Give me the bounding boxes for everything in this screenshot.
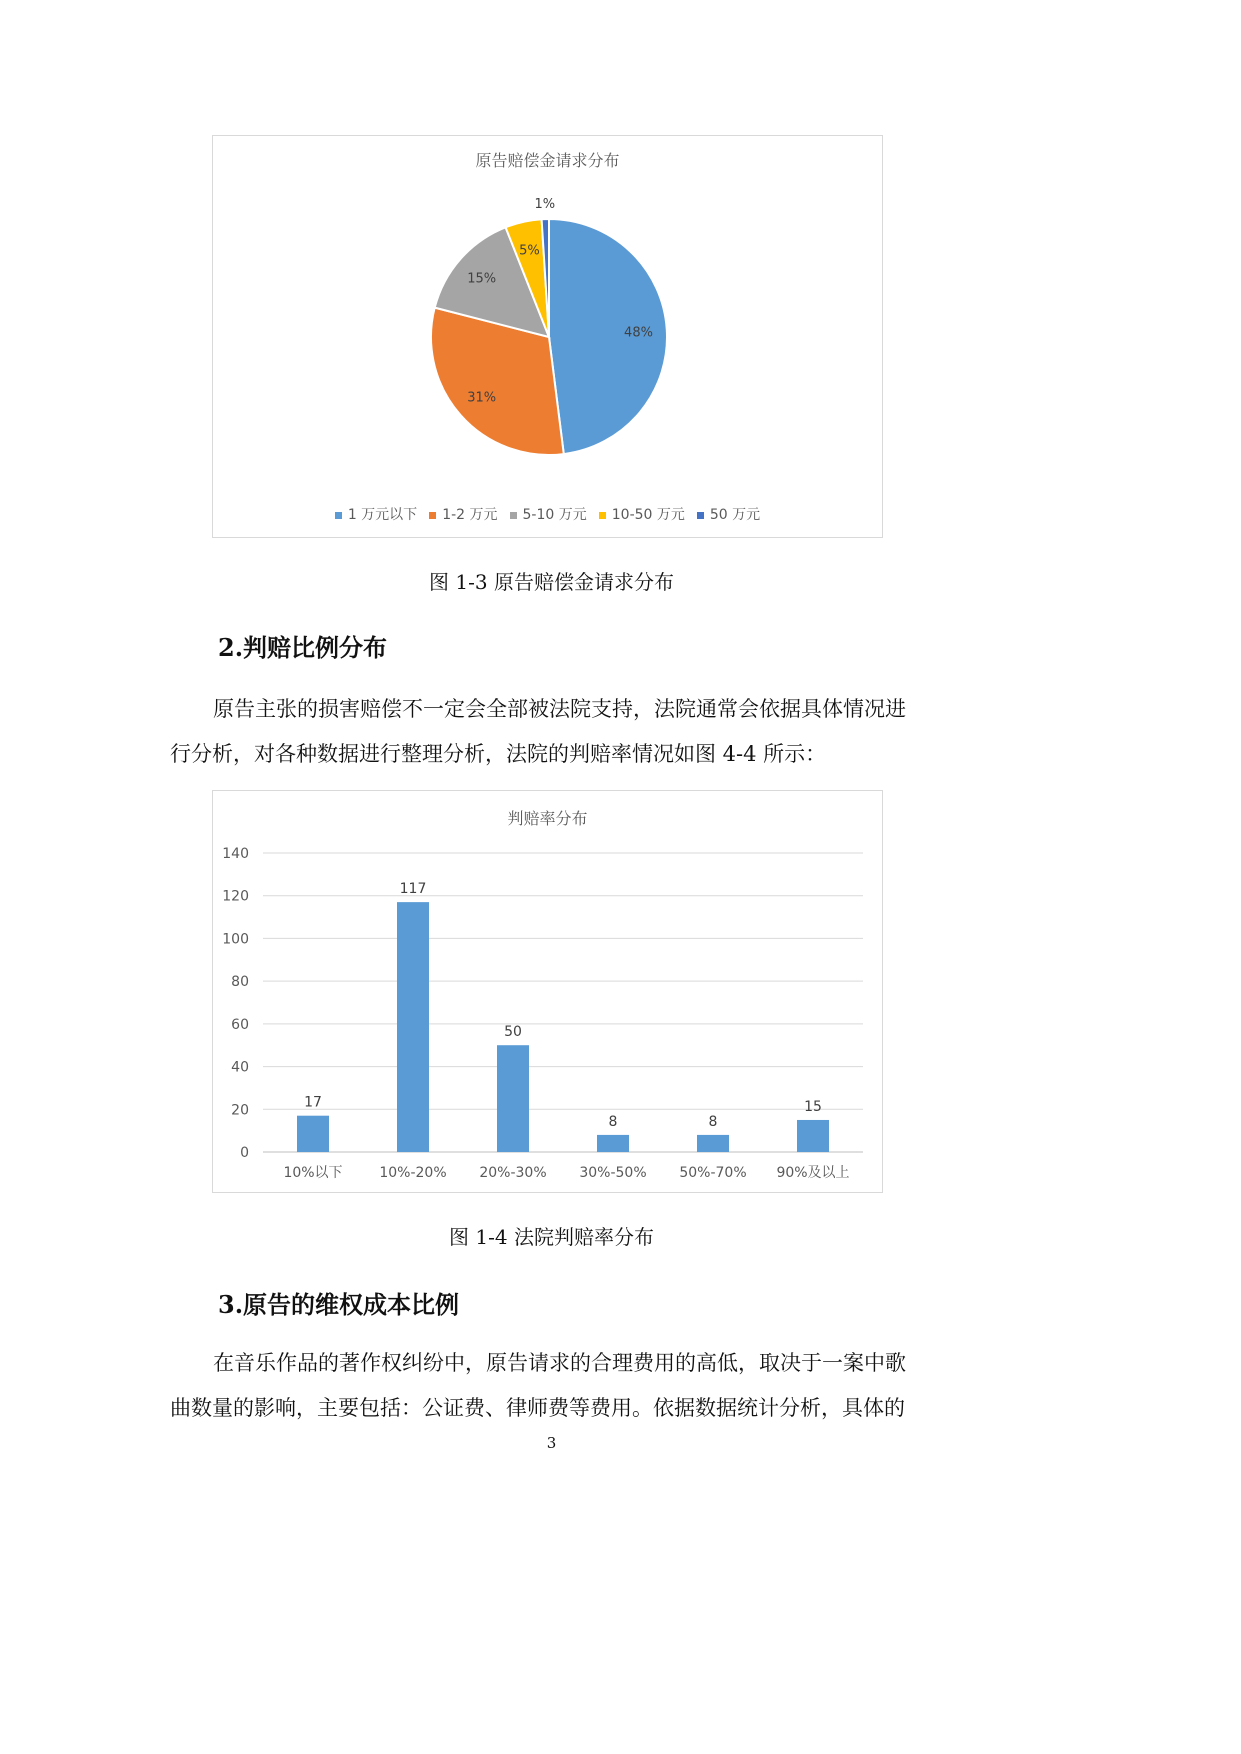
- bar: [397, 902, 429, 1152]
- y-tick-label: 20: [231, 1102, 249, 1119]
- paragraph-line: 在音乐作品的著作权纠纷中，原告请求的合理费用的高低，取决于一案中歌: [213, 1351, 906, 1375]
- pie-data-label: 48%: [624, 325, 653, 341]
- section-heading-3: 3.原告的维权成本比例: [218, 1290, 460, 1319]
- x-tick-label: 20%-30%: [479, 1165, 547, 1181]
- legend-item: [429, 504, 497, 524]
- legend-swatch: [335, 512, 342, 519]
- bar: [597, 1135, 629, 1152]
- bar-chart-title: 判赔率分布: [507, 809, 588, 828]
- legend-label: 5-10 万元: [522, 507, 587, 523]
- pie-data-label: 1%: [534, 197, 556, 213]
- y-tick-label: 40: [231, 1059, 249, 1076]
- pie-chart-container: [212, 135, 883, 538]
- bar: [697, 1135, 729, 1152]
- x-tick-label: 10%-20%: [379, 1165, 447, 1181]
- bar-chart-container: [212, 790, 883, 1193]
- paragraph-line: 曲数量的影响，主要包括：公证费、律师费等费用。依据数据统计分析，具体的: [170, 1396, 905, 1420]
- bar-data-label: 50: [504, 1024, 522, 1041]
- y-tick-label: 0: [240, 1145, 249, 1161]
- legend-label: 1-2 万元: [442, 507, 498, 523]
- bar: [797, 1120, 829, 1152]
- pie-data-label: 15%: [467, 271, 497, 287]
- bar-data-label: 8: [708, 1113, 718, 1130]
- legend-item: [335, 504, 417, 524]
- y-tick-label: 80: [231, 974, 249, 991]
- figure-caption-1-3: 图 1-3 原告赔偿金请求分布: [429, 570, 674, 594]
- x-tick-label: 90%及以上: [776, 1165, 850, 1181]
- x-tick-label: 50%-70%: [679, 1165, 747, 1181]
- legend-swatch: [510, 512, 517, 519]
- pie-chart-title: 原告赔偿金请求分布: [475, 151, 620, 170]
- paragraph-line: 行分析，对各种数据进行整理分析，法院的判赔率情况如图 4-4 所示：: [170, 742, 827, 766]
- legend-swatch: [697, 512, 704, 519]
- bar-data-label: 8: [608, 1113, 618, 1130]
- pie-chart: [213, 136, 884, 539]
- x-tick-label: 10%以下: [283, 1165, 343, 1181]
- bar-chart: [213, 791, 884, 1194]
- paragraph-line: 原告主张的损害赔偿不一定会全部被法院支持，法院通常会依据具体情况进: [213, 697, 906, 721]
- legend-item: [599, 504, 685, 524]
- legend-item: [697, 504, 760, 524]
- legend-item: [510, 504, 587, 524]
- bar-data-label: 17: [304, 1094, 322, 1111]
- bar-data-label: 15: [804, 1098, 822, 1115]
- y-tick-label: 60: [231, 1016, 249, 1033]
- pie-legend: [213, 504, 882, 524]
- legend-label: 50 万元: [709, 507, 761, 523]
- legend-swatch: [429, 512, 436, 519]
- pie-data-label: 5%: [519, 243, 540, 259]
- legend-swatch: [599, 512, 606, 519]
- bar-data-label: 117: [399, 881, 427, 898]
- pie-data-label: 31%: [467, 390, 497, 406]
- legend-label: 1 万元以下: [347, 507, 418, 523]
- bar: [297, 1116, 329, 1152]
- bar: [497, 1045, 529, 1152]
- legend-label: 10-50 万元: [611, 507, 685, 523]
- y-tick-label: 120: [222, 888, 249, 905]
- page-number: 3: [546, 1434, 557, 1452]
- section-heading-2: 2.判赔比例分布: [218, 633, 388, 662]
- figure-caption-1-4: 图 1-4 法院判赔率分布: [449, 1225, 654, 1249]
- x-tick-label: 30%-50%: [579, 1165, 647, 1181]
- y-tick-label: 140: [222, 846, 249, 862]
- y-tick-label: 100: [222, 931, 249, 948]
